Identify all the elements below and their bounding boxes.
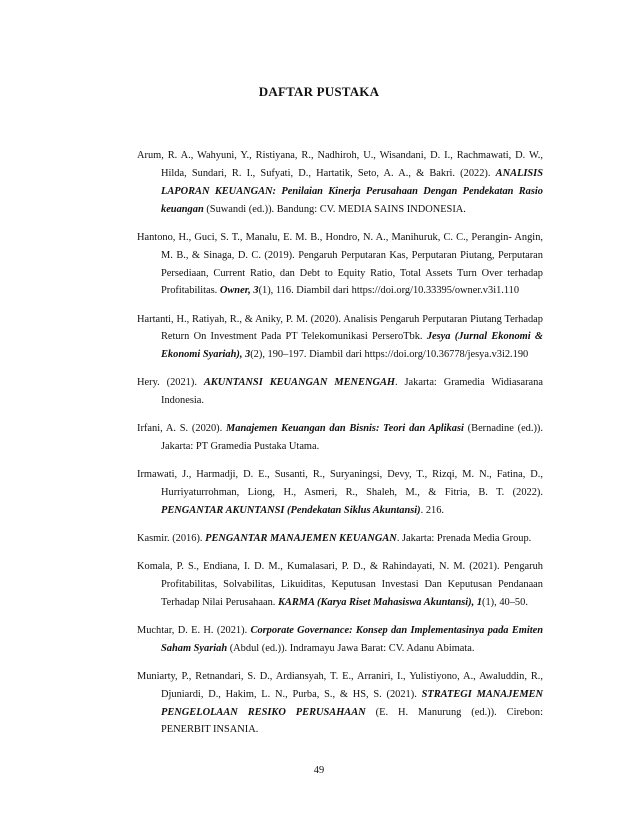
reference-publication-info: . Jakarta: Prenada Media Group.	[396, 533, 532, 545]
reference-entry	[137, 466, 543, 519]
reference-authors-year: Irmawati, J., Harmadji, D. E., Susanti, R., Suryaningsi, Devy, T., Rizqi, M. N., Fatina, D., Hurriyaturrohman, Liong, H., Asmeri, R., Shaleh, M., & Fitria, B. T. (2022).	[137, 469, 543, 499]
reference-work-title: STRATEGI MANAJEMEN PENGELOLAAN RESIKO PERUSAHAAN	[161, 688, 543, 718]
reference-publication-info: . Jakarta: Gramedia Widiasarana Indonesia.	[161, 377, 543, 407]
reference-authors-year: Arum, R. A., Wahyuni, Y., Ristiyana, R., Nadhiroh, U., Wisandani, D. I., Rachmawati, D. W., Hilda, Sundari, R. I., Sufyati, D., Hartatik, Seto, A. A., & Bakri. (2022).	[137, 150, 543, 180]
reference-list	[137, 137, 543, 747]
reference-entry	[137, 530, 543, 548]
reference-publication-info: (2), 190–197. Diambil dari https://doi.org/10.36778/jesya.v3i2.190	[250, 349, 529, 361]
page-title: DAFTAR PUSTAKA	[258, 84, 380, 99]
reference-authors-year: Komala, P. S., Endiana, I. D. M., Kumalasari, P. D., & Rahindayati, N. M. (2021). Pengaruh Profitabilitas, Solvabilitas, Likuiditas, Keputusan Investasi Dan Keputusan Pendanaan Terhadap Nilai Perusahaan.	[137, 561, 543, 608]
reference-entry	[137, 311, 543, 364]
reference-work-title: KARMA (Karya Riset Mahasiswa Akuntansi), 1	[278, 596, 483, 608]
reference-entry	[137, 229, 543, 300]
reference-work-title: ANALISIS LAPORAN KEUANGAN: Penilaian Kinerja Perusahaan Dengan Pendekatan Rasio keuangan	[161, 168, 543, 215]
reference-entry	[137, 622, 543, 658]
reference-publication-info: (Abdul (ed.)). Indramayu Jawa Barat: CV. Adanu Abimata.	[227, 642, 475, 654]
reference-publication-info: . 216.	[420, 504, 445, 516]
reference-work-title: Manajemen Keuangan dan Bisnis: Teori dan Aplikasi	[226, 423, 464, 435]
reference-work-title: AKUNTANSI KEUANGAN MENENGAH	[203, 377, 395, 389]
reference-work-title: Corporate Governance: Konsep dan Implementasinya pada Emiten Saham Syariah	[161, 625, 543, 654]
page-number: 49	[313, 765, 325, 776]
reference-work-title: Jesya (Jurnal Ekonomi & Ekonomi Syariah), 3	[161, 331, 544, 361]
reference-authors-year: Irfani, A. S. (2020).	[137, 423, 227, 435]
reference-publication-info: (E. H. Manurung (ed.)). Cirebon: PENERBIT INSANIA.	[161, 706, 544, 736]
reference-work-title: PENGANTAR MANAJEMEN KEUANGAN	[205, 533, 397, 545]
reference-work-title: Owner, 3	[219, 285, 259, 297]
reference-publication-info: (Suwandi (ed.)). Bandung: CV. MEDIA SAINS INDONESIA.	[203, 203, 466, 215]
reference-entry	[137, 374, 543, 410]
reference-work-title: PENGANTAR AKUNTANSI (Pendekatan Siklus Akuntansi)	[161, 504, 421, 516]
reference-publication-info: (1), 116. Diambil dari https://doi.org/10.33395/owner.v3i1.110	[258, 285, 520, 297]
reference-entry	[137, 147, 543, 218]
reference-authors-year: Muchtar, D. E. H. (2021).	[137, 625, 251, 637]
reference-authors-year: Hantono, H., Guci, S. T., Manalu, E. M. B., Hondro, N. A., Manihuruk, C. C., Perangin- Angin, M. B., & Sinaga, D. C. (2019). Pengaruh Perputaran Kas, Perputaran Piutang, Perputaran Persediaan, Current Ratio, dan Debt to Equity Ratio, Total Assets Turn Over terhadap Profitabilitas.	[137, 231, 543, 297]
reference-authors-year: Hery. (2021).	[137, 377, 204, 389]
reference-publication-info: (Bernadine (ed.)). Jakarta: PT Gramedia Pustaka Utama.	[161, 423, 543, 453]
reference-authors-year: Muniarty, P., Retnandari, S. D., Ardiansyah, T. E., Arraniri, I., Yulistiyono, A., Awaluddin, R., Djuniardi, D., Hakim, L. N., Purba, S., & HS, S. (2021).	[137, 671, 543, 700]
reference-publication-info: (1), 40–50.	[482, 596, 528, 608]
reference-entry	[137, 668, 543, 739]
reference-authors-year: Kasmir. (2016).	[137, 533, 206, 545]
reference-authors-year: Hartanti, H., Ratiyah, R., & Aniky, P. M. (2020). Analisis Pengaruh Perputaran Piutang Terhadap Return On Investment Pada PT Telekomunikasi PerseroTbk.	[137, 313, 543, 343]
reference-entry	[137, 558, 543, 611]
reference-entry	[137, 420, 543, 456]
